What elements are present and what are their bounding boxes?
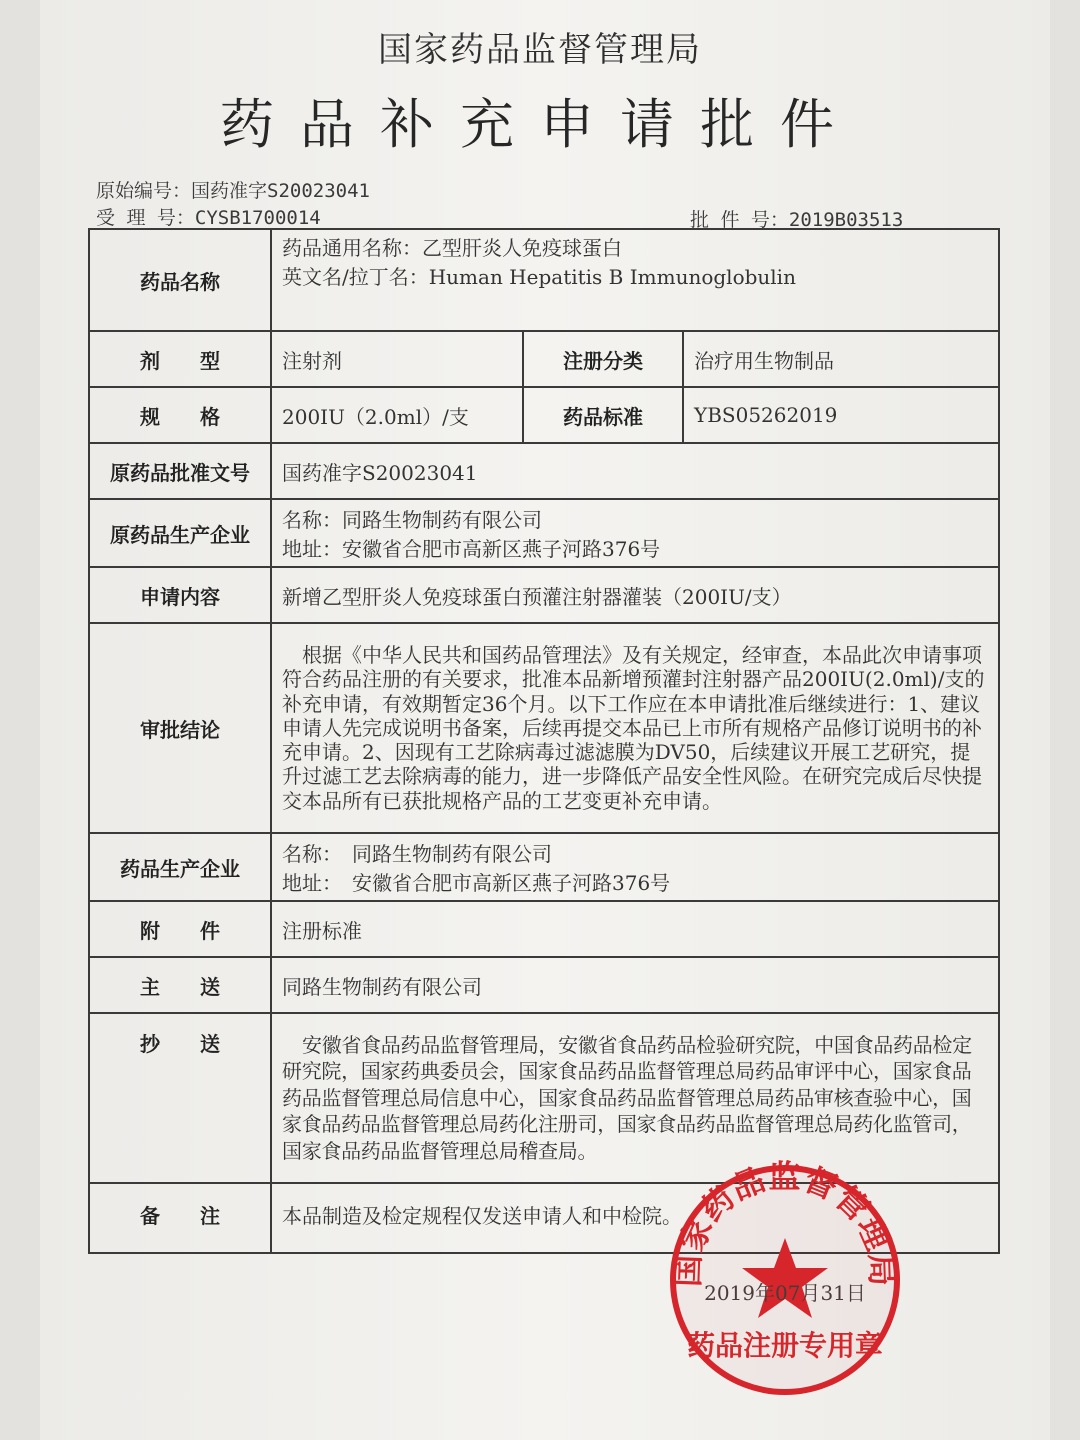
agency-name: 国家药品监督管理局: [378, 30, 702, 70]
cc-value: 安徽省食品药品监督管理局，安徽省食品药品检验研究院，中国食品药品检定研究院，国家药典委员会，国家食品药品监督管理总局药品审评中心，国家食品药品监督管理总局信息中心，国家食品药品监督管理总局药品审核查验中心，国家食品药品监督管理总局药化注册司，国家食品药品监督管理总局药化监管司，国家食品药品监督管理总局稽查局。: [271, 1013, 999, 1183]
drug-name-value: [271, 229, 999, 331]
row-specification: [89, 387, 999, 443]
acceptance-number-label: 受 理 号：: [96, 207, 195, 229]
seal-ring-text: 国家药品监督管理局: [668, 1160, 902, 1288]
original-number-label: 原始编号：: [96, 180, 192, 202]
row-attachment: [89, 901, 999, 957]
dosage-form-value: 注射剂: [271, 331, 523, 387]
main-recipient-label: 主 送: [89, 957, 271, 1013]
row-cc: [89, 1013, 999, 1183]
approval-form-table: [88, 228, 1000, 1254]
original-number: [96, 176, 370, 203]
drug-name-label: 药品名称: [89, 229, 271, 331]
acceptance-number-value: CYSB1700014: [194, 207, 321, 229]
application-content-label: 申请内容: [89, 567, 271, 623]
specification-value: 200IU（2.0ml）/支: [271, 387, 523, 443]
original-manufacturer-label: 原药品生产企业: [89, 499, 271, 567]
original-manufacturer-value: [271, 499, 999, 567]
row-application-content: [89, 567, 999, 623]
specification-label: 规 格: [89, 387, 271, 443]
manufacturer-label: 药品生产企业: [89, 833, 271, 901]
cc-label: 抄 送: [89, 1013, 271, 1183]
main-recipient-value: 同路生物制药有限公司: [271, 957, 999, 1013]
approval-number-label: 批 件 号：: [690, 209, 789, 231]
row-original-manufacturer: [89, 499, 999, 567]
original-number-value: 国药准字S20023041: [191, 180, 370, 202]
registration-category-label: 注册分类: [523, 331, 683, 387]
row-dosage-form: [89, 331, 999, 387]
attachment-label: 附 件: [89, 901, 271, 957]
original-approval-number-value: 国药准字S20023041: [271, 443, 999, 499]
row-approval-conclusion: [89, 623, 999, 833]
dosage-form-label: 剂 型: [89, 331, 271, 387]
document-title: 药品补充申请批件: [220, 93, 860, 156]
row-original-approval-number: [89, 443, 999, 499]
approval-number-value: 2019B03513: [788, 209, 904, 231]
manufacturer-address: 地址： 安徽省合肥市高新区燕子河路376号: [282, 871, 671, 895]
official-seal: [665, 1160, 905, 1400]
english-name: 英文名/拉丁名：Human Hepatitis B Immunoglobulin: [282, 265, 796, 289]
manufacturer-name: 名称： 同路生物制药有限公司: [282, 842, 552, 866]
acceptance-number: [96, 203, 321, 230]
row-main-recipient: [89, 957, 999, 1013]
drug-standard-value: YBS05262019: [683, 387, 999, 443]
original-manufacturer-address: 地址：安徽省合肥市高新区燕子河路376号: [282, 537, 661, 561]
seal-date: 2019年07月31日: [704, 1281, 866, 1305]
application-content-value: 新增乙型肝炎人免疫球蛋白预灌注射器灌装（200IU/支）: [271, 567, 999, 623]
row-drug-name: [89, 229, 999, 331]
approval-conclusion-label: 审批结论: [89, 623, 271, 833]
original-approval-number-label: 原药品批准文号: [89, 443, 271, 499]
document-page: [40, 0, 1050, 1440]
manufacturer-value: [271, 833, 999, 901]
registration-category-value: 治疗用生物制品: [683, 331, 999, 387]
row-manufacturer: [89, 833, 999, 901]
remarks-label: 备 注: [89, 1183, 271, 1253]
seal-bottom-text: 药品注册专用章: [686, 1329, 884, 1362]
approval-conclusion-value: 根据《中华人民共和国药品管理法》及有关规定，经审查，本品此次申请事项符合药品注册的有关要求，批准本品新增预灌封注射器产品200IU(2.0ml)/支的补充申请，有效期暂定36个月。以下工作应在本申请批准后继续进行：1、建议申请人先完成说明书备案，后续再提交本品已上市所有规格产品修订说明书的补充申请。2、因现有工艺除病毒过滤滤膜为DV50，后续建议开展工艺研究，提升过滤工艺去除病毒的能力，进一步降低产品安全性风险。在研究完成后尽快提交本品所有已获批规格产品的工艺变更补充申请。: [271, 623, 999, 833]
original-manufacturer-name: 名称：同路生物制药有限公司: [282, 508, 542, 532]
attachment-value: 注册标准: [271, 901, 999, 957]
remarks-value: 本品制造及检定规程仅发送申请人和中检院。: [271, 1183, 999, 1253]
generic-name: 药品通用名称：乙型肝炎人免疫球蛋白: [282, 236, 622, 260]
drug-standard-label: 药品标准: [523, 387, 683, 443]
